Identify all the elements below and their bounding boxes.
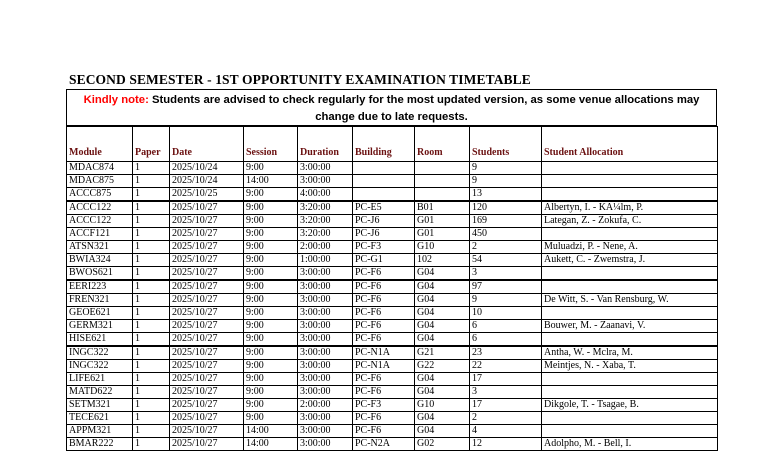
table-row <box>67 294 718 307</box>
cell-student-allocation <box>542 267 718 281</box>
cell-date: 2025/10/27 <box>170 373 244 386</box>
table-row <box>67 320 718 333</box>
cell-date: 2025/10/24 <box>170 175 244 188</box>
timetable-table <box>66 126 718 451</box>
cell-date: 2025/10/27 <box>170 425 244 438</box>
cell-students: 97 <box>470 280 542 294</box>
table-row <box>67 267 718 281</box>
cell-room: G22 <box>415 360 470 373</box>
cell-session: 9:00 <box>244 162 298 175</box>
table-row <box>67 162 718 175</box>
cell-module: FREN321 <box>67 294 133 307</box>
cell-building: PC-G1 <box>353 254 415 267</box>
table-row <box>67 373 718 386</box>
cell-duration: 3:00:00 <box>298 280 353 294</box>
cell-building: PC-F6 <box>353 386 415 399</box>
table-row <box>67 386 718 399</box>
cell-date: 2025/10/27 <box>170 228 244 241</box>
cell-duration: 3:00:00 <box>298 175 353 188</box>
cell-duration: 3:20:00 <box>298 215 353 228</box>
cell-paper: 1 <box>133 412 170 425</box>
cell-module: TECE621 <box>67 412 133 425</box>
cell-duration: 3:00:00 <box>298 294 353 307</box>
cell-student-allocation: De Witt, S. - Van Rensburg, W. <box>542 294 718 307</box>
cell-paper: 1 <box>133 386 170 399</box>
cell-students: 3 <box>470 267 542 281</box>
cell-session: 9:00 <box>244 386 298 399</box>
cell-students: 450 <box>470 228 542 241</box>
cell-paper: 1 <box>133 175 170 188</box>
cell-students: 2 <box>470 241 542 254</box>
cell-date: 2025/10/27 <box>170 215 244 228</box>
cell-building: PC-F6 <box>353 425 415 438</box>
cell-students: 3 <box>470 386 542 399</box>
cell-students: 2 <box>470 412 542 425</box>
cell-student-allocation <box>542 228 718 241</box>
cell-module: HISE621 <box>67 333 133 347</box>
cell-duration: 3:00:00 <box>298 386 353 399</box>
cell-building: PC-F6 <box>353 294 415 307</box>
cell-students: 12 <box>470 438 542 451</box>
cell-room: G04 <box>415 280 470 294</box>
cell-paper: 1 <box>133 188 170 202</box>
col-session: Session <box>244 127 298 162</box>
cell-duration: 3:00:00 <box>298 425 353 438</box>
cell-date: 2025/10/27 <box>170 346 244 360</box>
col-duration: Duration <box>298 127 353 162</box>
cell-session: 9:00 <box>244 307 298 320</box>
cell-duration: 3:20:00 <box>298 201 353 215</box>
cell-building: PC-F6 <box>353 333 415 347</box>
cell-student-allocation: Adolpho, M. - Bell, I. <box>542 438 718 451</box>
cell-student-allocation: Muluadzi, P. - Nene, A. <box>542 241 718 254</box>
table-row <box>67 228 718 241</box>
cell-students: 169 <box>470 215 542 228</box>
cell-students: 120 <box>470 201 542 215</box>
cell-date: 2025/10/27 <box>170 201 244 215</box>
cell-building: PC-N1A <box>353 360 415 373</box>
cell-paper: 1 <box>133 162 170 175</box>
cell-paper: 1 <box>133 241 170 254</box>
cell-student-allocation <box>542 188 718 202</box>
cell-students: 9 <box>470 162 542 175</box>
cell-date: 2025/10/27 <box>170 399 244 412</box>
cell-module: MATD622 <box>67 386 133 399</box>
cell-paper: 1 <box>133 346 170 360</box>
cell-student-allocation: Albertyn, I. - KA¼lm, P. <box>542 201 718 215</box>
cell-session: 9:00 <box>244 373 298 386</box>
cell-room: G01 <box>415 215 470 228</box>
cell-paper: 1 <box>133 254 170 267</box>
cell-students: 17 <box>470 399 542 412</box>
col-room: Room <box>415 127 470 162</box>
cell-module: ACCC122 <box>67 201 133 215</box>
cell-student-allocation <box>542 162 718 175</box>
cell-room: G04 <box>415 386 470 399</box>
cell-student-allocation: Lategan, Z. - Zokufa, C. <box>542 215 718 228</box>
cell-student-allocation: Antha, W. - Mclra, M. <box>542 346 718 360</box>
cell-students: 10 <box>470 307 542 320</box>
cell-duration: 3:00:00 <box>298 360 353 373</box>
cell-duration: 4:00:00 <box>298 188 353 202</box>
table-row <box>67 307 718 320</box>
table-row <box>67 425 718 438</box>
cell-building: PC-J6 <box>353 228 415 241</box>
cell-room: B01 <box>415 201 470 215</box>
cell-room: G04 <box>415 333 470 347</box>
cell-date: 2025/10/27 <box>170 307 244 320</box>
cell-date: 2025/10/27 <box>170 412 244 425</box>
cell-student-allocation <box>542 333 718 347</box>
cell-student-allocation <box>542 373 718 386</box>
cell-session: 14:00 <box>244 438 298 451</box>
cell-date: 2025/10/27 <box>170 438 244 451</box>
cell-module: BWOS621 <box>67 267 133 281</box>
cell-paper: 1 <box>133 425 170 438</box>
cell-paper: 1 <box>133 333 170 347</box>
cell-building: PC-F6 <box>353 320 415 333</box>
cell-paper: 1 <box>133 360 170 373</box>
table-row <box>67 399 718 412</box>
table-row <box>67 201 718 215</box>
cell-session: 9:00 <box>244 360 298 373</box>
cell-session: 9:00 <box>244 320 298 333</box>
cell-module: EERI223 <box>67 280 133 294</box>
cell-room: G04 <box>415 373 470 386</box>
cell-paper: 1 <box>133 438 170 451</box>
cell-building: PC-F6 <box>353 307 415 320</box>
cell-paper: 1 <box>133 373 170 386</box>
cell-student-allocation: Meintjes, N. - Xaba, T. <box>542 360 718 373</box>
notice-label: Kindly note: <box>83 94 149 106</box>
cell-date: 2025/10/27 <box>170 386 244 399</box>
cell-module: BMAR222 <box>67 438 133 451</box>
cell-duration: 3:00:00 <box>298 438 353 451</box>
cell-paper: 1 <box>133 399 170 412</box>
cell-room: G04 <box>415 307 470 320</box>
cell-student-allocation <box>542 425 718 438</box>
cell-student-allocation: Dikgole, T. - Tsagae, B. <box>542 399 718 412</box>
cell-building: PC-F6 <box>353 412 415 425</box>
table-row <box>67 360 718 373</box>
table-row <box>67 438 718 451</box>
cell-paper: 1 <box>133 294 170 307</box>
notice-text: Students are advised to check regularly for the most updated version, as some venue allocations may change due to late requests. <box>148 94 700 123</box>
cell-duration: 3:00:00 <box>298 346 353 360</box>
cell-student-allocation <box>542 175 718 188</box>
cell-module: APPM321 <box>67 425 133 438</box>
cell-paper: 1 <box>133 228 170 241</box>
col-student-allocation: Student Allocation <box>542 127 718 162</box>
cell-students: 22 <box>470 360 542 373</box>
cell-students: 13 <box>470 188 542 202</box>
col-module: Module <box>67 127 133 162</box>
cell-session: 9:00 <box>244 267 298 281</box>
cell-room: G10 <box>415 399 470 412</box>
cell-session: 9:00 <box>244 333 298 347</box>
table-row <box>67 412 718 425</box>
cell-students: 23 <box>470 346 542 360</box>
cell-student-allocation: Aukett, C. - Zwemstra, J. <box>542 254 718 267</box>
timetable-title: SECOND SEMESTER - 1ST OPPORTUNITY EXAMINATION TIMETABLE <box>69 72 531 87</box>
cell-room: G01 <box>415 228 470 241</box>
cell-students: 9 <box>470 294 542 307</box>
cell-student-allocation <box>542 386 718 399</box>
cell-building: PC-F6 <box>353 267 415 281</box>
notice-box <box>66 89 717 126</box>
cell-room: G21 <box>415 346 470 360</box>
cell-duration: 3:00:00 <box>298 320 353 333</box>
cell-building: PC-J6 <box>353 215 415 228</box>
cell-session: 9:00 <box>244 280 298 294</box>
cell-students: 4 <box>470 425 542 438</box>
cell-room: G04 <box>415 412 470 425</box>
cell-students: 6 <box>470 333 542 347</box>
table-body <box>67 162 718 451</box>
cell-duration: 3:00:00 <box>298 307 353 320</box>
col-building: Building <box>353 127 415 162</box>
cell-building <box>353 188 415 202</box>
cell-room: G04 <box>415 425 470 438</box>
cell-student-allocation: Bouwer, M. - Zaanavi, V. <box>542 320 718 333</box>
cell-duration: 2:00:00 <box>298 241 353 254</box>
cell-building: PC-F6 <box>353 280 415 294</box>
header-row <box>67 127 718 162</box>
cell-paper: 1 <box>133 307 170 320</box>
cell-building: PC-N1A <box>353 346 415 360</box>
cell-session: 9:00 <box>244 201 298 215</box>
cell-building <box>353 175 415 188</box>
cell-duration: 2:00:00 <box>298 399 353 412</box>
cell-students: 9 <box>470 175 542 188</box>
cell-students: 54 <box>470 254 542 267</box>
cell-session: 9:00 <box>244 241 298 254</box>
cell-room <box>415 188 470 202</box>
cell-duration: 3:20:00 <box>298 228 353 241</box>
col-students: Students <box>470 127 542 162</box>
cell-session: 9:00 <box>244 215 298 228</box>
col-paper: Paper <box>133 127 170 162</box>
cell-room: 102 <box>415 254 470 267</box>
cell-session: 9:00 <box>244 254 298 267</box>
cell-module: INGC322 <box>67 346 133 360</box>
cell-module: GERM321 <box>67 320 133 333</box>
cell-students: 17 <box>470 373 542 386</box>
cell-building: PC-E5 <box>353 201 415 215</box>
col-date: Date <box>170 127 244 162</box>
cell-room: G10 <box>415 241 470 254</box>
cell-date: 2025/10/27 <box>170 241 244 254</box>
cell-building: PC-N2A <box>353 438 415 451</box>
cell-module: BWIA324 <box>67 254 133 267</box>
cell-duration: 3:00:00 <box>298 333 353 347</box>
cell-room <box>415 175 470 188</box>
cell-date: 2025/10/27 <box>170 320 244 333</box>
table-row <box>67 175 718 188</box>
cell-room: G04 <box>415 294 470 307</box>
cell-module: ACCC875 <box>67 188 133 202</box>
cell-module: INGC322 <box>67 360 133 373</box>
cell-building: PC-F6 <box>353 373 415 386</box>
cell-paper: 1 <box>133 280 170 294</box>
cell-paper: 1 <box>133 320 170 333</box>
cell-duration: 3:00:00 <box>298 162 353 175</box>
table-row <box>67 215 718 228</box>
cell-date: 2025/10/27 <box>170 254 244 267</box>
table-row <box>67 333 718 347</box>
cell-date: 2025/10/27 <box>170 280 244 294</box>
cell-session: 9:00 <box>244 188 298 202</box>
cell-module: MDAC874 <box>67 162 133 175</box>
table-row <box>67 241 718 254</box>
cell-building <box>353 162 415 175</box>
cell-module: MDAC875 <box>67 175 133 188</box>
table-row <box>67 254 718 267</box>
table-row <box>67 280 718 294</box>
cell-student-allocation <box>542 280 718 294</box>
cell-paper: 1 <box>133 267 170 281</box>
cell-building: PC-F3 <box>353 399 415 412</box>
cell-session: 9:00 <box>244 294 298 307</box>
cell-session: 9:00 <box>244 346 298 360</box>
cell-students: 6 <box>470 320 542 333</box>
cell-module: LIFE621 <box>67 373 133 386</box>
table-row <box>67 188 718 202</box>
cell-room: G04 <box>415 320 470 333</box>
cell-date: 2025/10/27 <box>170 360 244 373</box>
cell-module: ACCF121 <box>67 228 133 241</box>
cell-duration: 3:00:00 <box>298 267 353 281</box>
cell-session: 14:00 <box>244 175 298 188</box>
cell-session: 9:00 <box>244 412 298 425</box>
cell-date: 2025/10/25 <box>170 188 244 202</box>
cell-duration: 1:00:00 <box>298 254 353 267</box>
cell-module: GEOE621 <box>67 307 133 320</box>
cell-student-allocation <box>542 307 718 320</box>
cell-paper: 1 <box>133 201 170 215</box>
cell-date: 2025/10/27 <box>170 333 244 347</box>
cell-student-allocation <box>542 412 718 425</box>
cell-duration: 3:00:00 <box>298 412 353 425</box>
cell-date: 2025/10/24 <box>170 162 244 175</box>
cell-session: 9:00 <box>244 228 298 241</box>
cell-module: ACCC122 <box>67 215 133 228</box>
table-row <box>67 346 718 360</box>
cell-room: G04 <box>415 267 470 281</box>
cell-module: ATSN321 <box>67 241 133 254</box>
cell-date: 2025/10/27 <box>170 294 244 307</box>
cell-room <box>415 162 470 175</box>
cell-module: SETM321 <box>67 399 133 412</box>
cell-building: PC-F3 <box>353 241 415 254</box>
cell-room: G02 <box>415 438 470 451</box>
cell-session: 14:00 <box>244 425 298 438</box>
cell-session: 9:00 <box>244 399 298 412</box>
cell-duration: 3:00:00 <box>298 373 353 386</box>
cell-date: 2025/10/27 <box>170 267 244 281</box>
cell-paper: 1 <box>133 215 170 228</box>
